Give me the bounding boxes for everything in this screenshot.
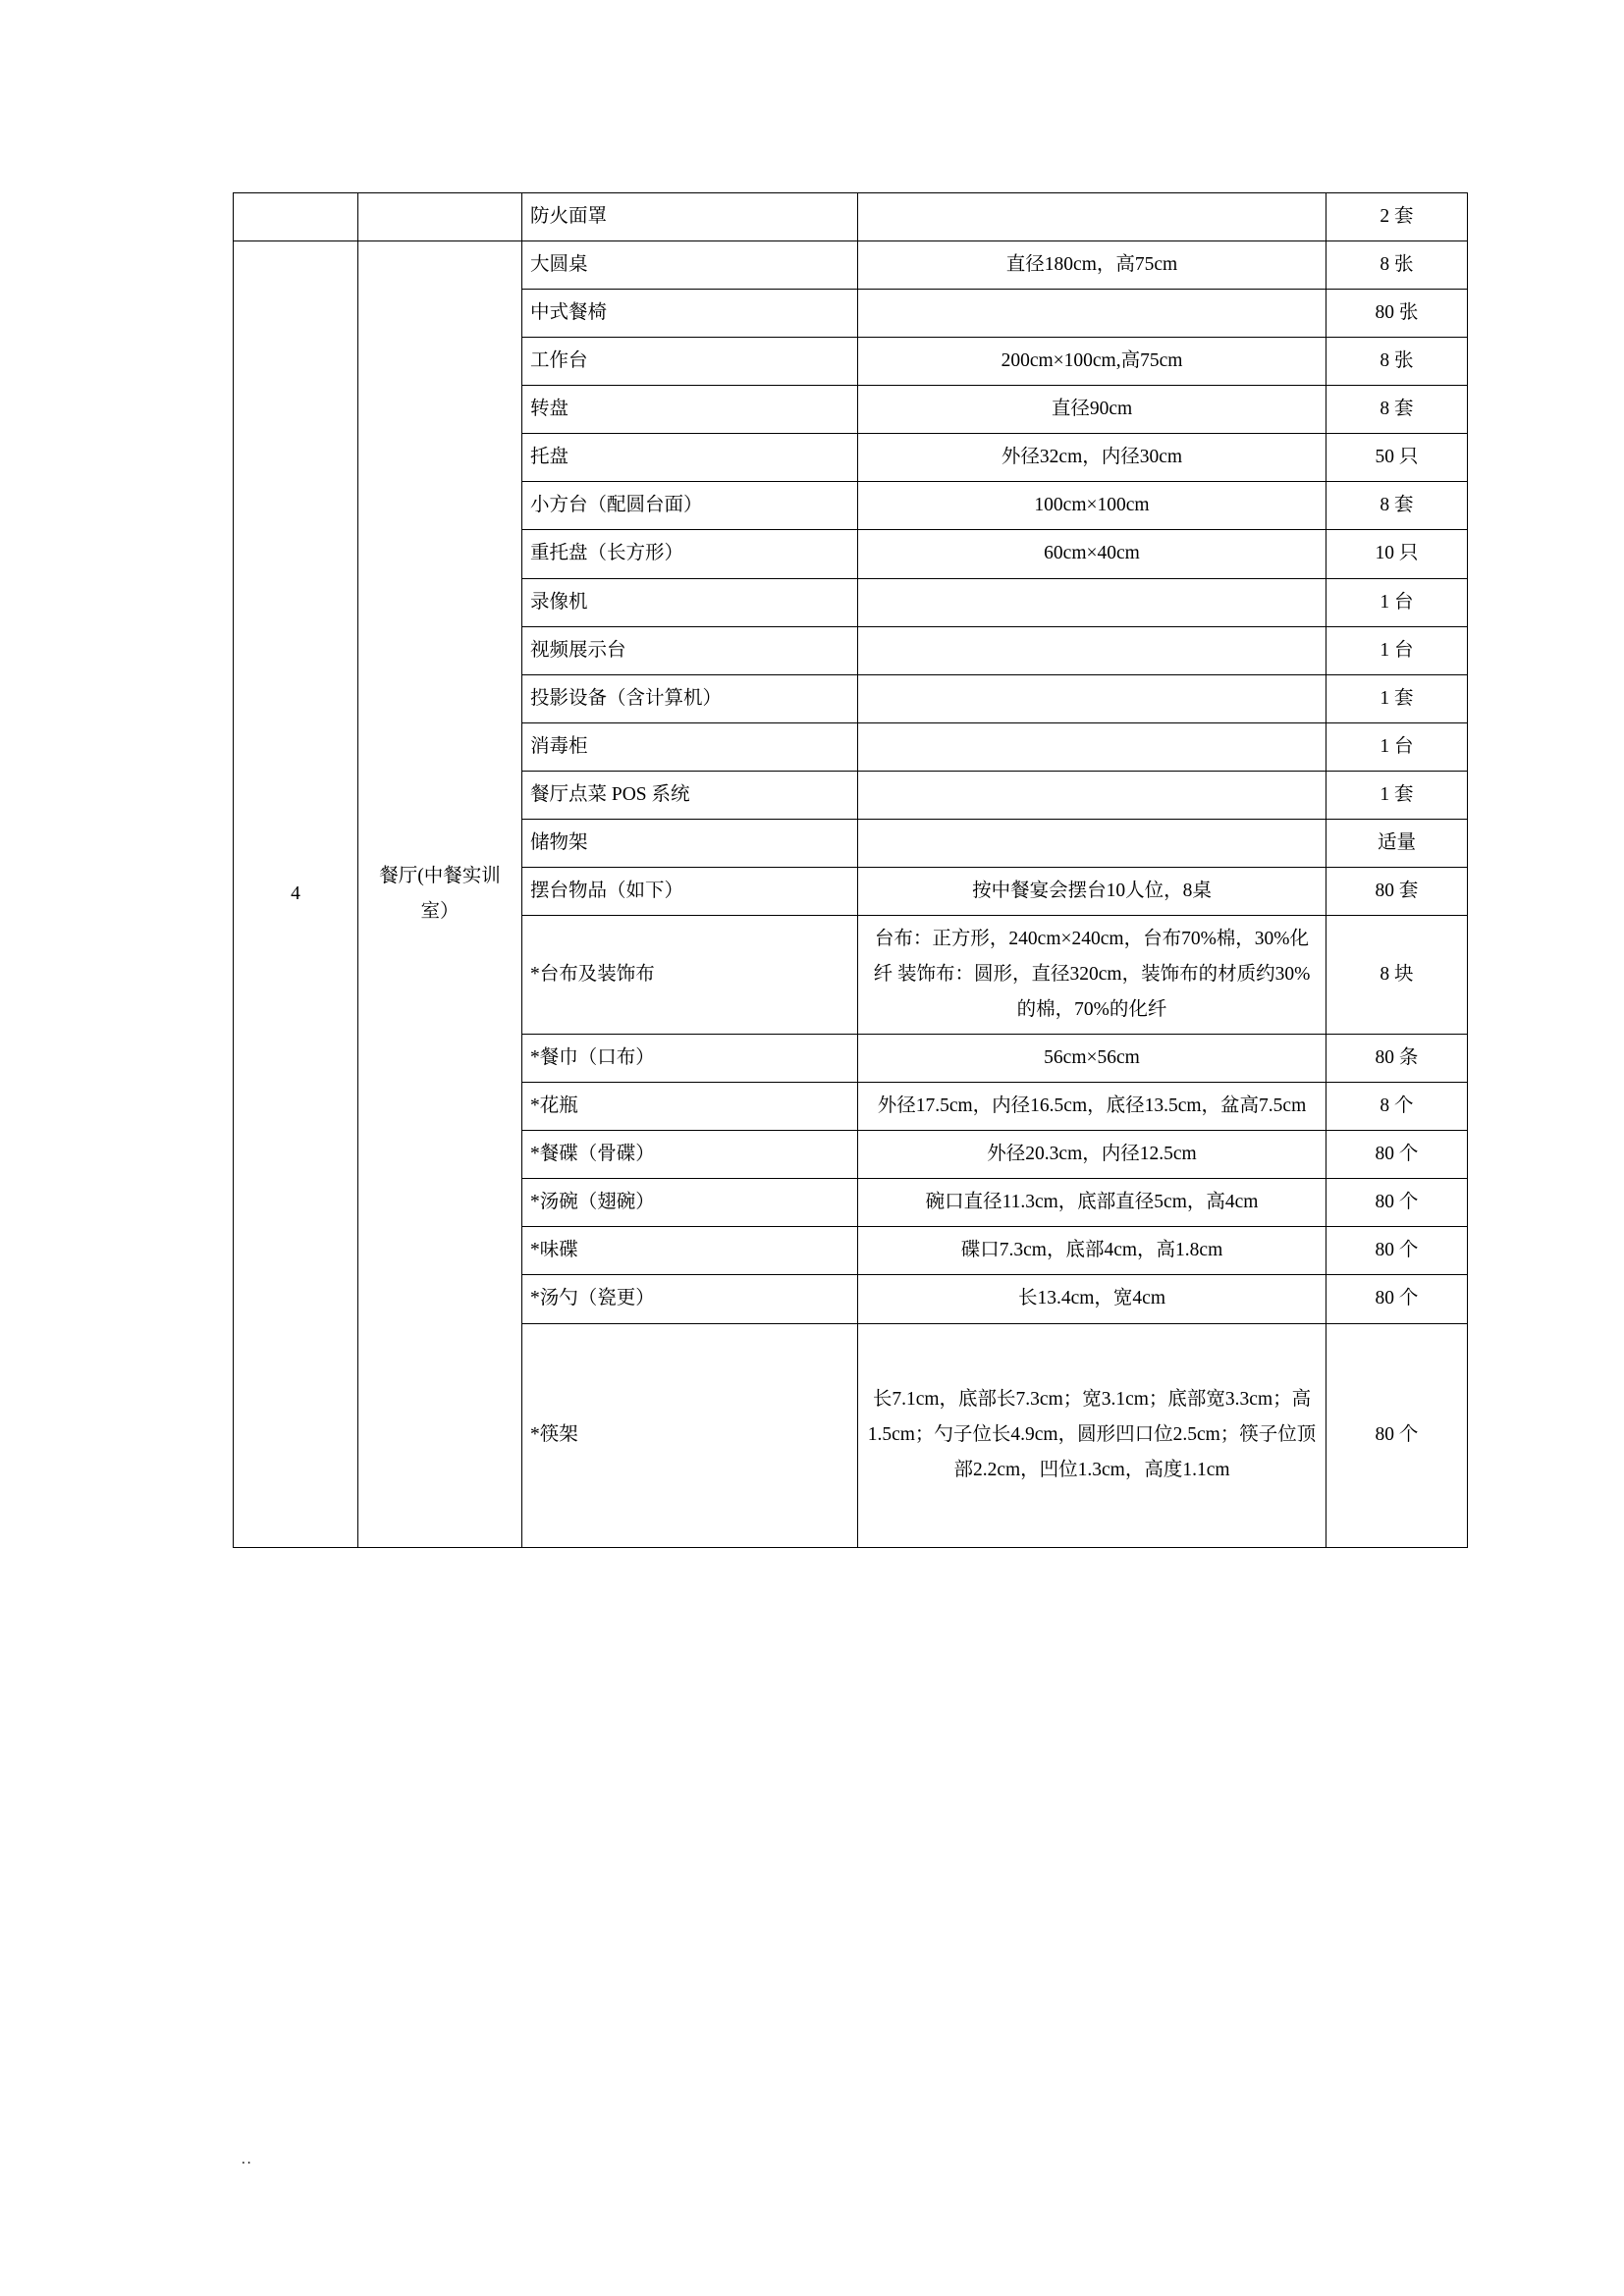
row-spec-cell: 56cm×56cm xyxy=(858,1035,1326,1083)
row-spec-cell xyxy=(858,674,1326,722)
row-qty-cell: 1 套 xyxy=(1326,771,1468,819)
row-item-cell: *餐巾（口布） xyxy=(522,1035,858,1083)
row-item-cell: *花瓶 xyxy=(522,1083,858,1131)
row-spec-cell xyxy=(858,626,1326,674)
row-spec-cell: 外径17.5cm，内径16.5cm，底径13.5cm，盆高7.5cm xyxy=(858,1083,1326,1131)
group-no-cell: 4 xyxy=(234,241,358,1547)
row-item-cell: 小方台（配圆台面） xyxy=(522,482,858,530)
row-spec-cell xyxy=(858,290,1326,338)
row-spec-cell: 直径90cm xyxy=(858,386,1326,434)
row-item-cell: *餐碟（骨碟） xyxy=(522,1131,858,1179)
row-qty-cell: 80 个 xyxy=(1326,1227,1468,1275)
row-item-cell: 转盘 xyxy=(522,386,858,434)
row-spec-cell xyxy=(858,578,1326,626)
row-qty-cell: 10 只 xyxy=(1326,530,1468,578)
row-qty-cell: 8 个 xyxy=(1326,1083,1468,1131)
row-item-cell: 中式餐椅 xyxy=(522,290,858,338)
row-qty-cell: 1 台 xyxy=(1326,578,1468,626)
row-qty-cell: 1 套 xyxy=(1326,674,1468,722)
table-row xyxy=(234,241,1468,290)
row-spec-cell: 100cm×100cm xyxy=(858,482,1326,530)
row-no-cell xyxy=(234,193,358,241)
row-item-cell: 储物架 xyxy=(522,819,858,867)
row-qty-cell: 80 张 xyxy=(1326,290,1468,338)
row-qty-cell: 2 套 xyxy=(1326,193,1468,241)
row-qty-cell: 80 个 xyxy=(1326,1323,1468,1547)
row-spec-cell: 碗口直径11.3cm，底部直径5cm，高4cm xyxy=(858,1179,1326,1227)
row-spec-cell xyxy=(858,722,1326,771)
row-item-cell: *汤勺（瓷更） xyxy=(522,1275,858,1323)
row-item-cell: 消毒柜 xyxy=(522,722,858,771)
row-spec-cell: 200cm×100cm,高75cm xyxy=(858,338,1326,386)
row-item-cell: 重托盘（长方形） xyxy=(522,530,858,578)
row-qty-cell: 80 个 xyxy=(1326,1275,1468,1323)
row-item-cell: 摆台物品（如下） xyxy=(522,867,858,915)
row-spec-cell: 台布：正方形，240cm×240cm，台布70%棉，30%化纤 装饰布：圆形，直径320cm，装饰布的材质约30%的棉，70%的化纤 xyxy=(858,915,1326,1034)
row-item-cell: 餐厅点菜 POS 系统 xyxy=(522,771,858,819)
table-body xyxy=(234,193,1468,1548)
row-room-cell xyxy=(358,193,522,241)
row-item-cell: 防火面罩 xyxy=(522,193,858,241)
group-room-cell: 餐厅(中餐实训室） xyxy=(358,241,522,1547)
row-spec-cell: 直径180cm，高75cm xyxy=(858,241,1326,290)
row-qty-cell: 8 套 xyxy=(1326,386,1468,434)
row-spec-cell: 长13.4cm，宽4cm xyxy=(858,1275,1326,1323)
row-spec-cell xyxy=(858,193,1326,241)
row-spec-cell: 长7.1cm，底部长7.3cm；宽3.1cm；底部宽3.3cm；高1.5cm；勺子位长4.9cm，圆形凹口位2.5cm；筷子位顶部2.2cm，凹位1.3cm，高度1.1cm xyxy=(858,1323,1326,1547)
row-spec-cell: 外径32cm，内径30cm xyxy=(858,434,1326,482)
row-qty-cell: 1 台 xyxy=(1326,626,1468,674)
row-qty-cell: 50 只 xyxy=(1326,434,1468,482)
row-spec-cell xyxy=(858,771,1326,819)
table-row xyxy=(234,193,1468,241)
row-qty-cell: 8 张 xyxy=(1326,338,1468,386)
row-item-cell: *台布及装饰布 xyxy=(522,915,858,1034)
row-item-cell: 大圆桌 xyxy=(522,241,858,290)
row-qty-cell: 适量 xyxy=(1326,819,1468,867)
row-spec-cell: 60cm×40cm xyxy=(858,530,1326,578)
row-spec-cell: 按中餐宴会摆台10人位，8桌 xyxy=(858,867,1326,915)
row-item-cell: 托盘 xyxy=(522,434,858,482)
row-spec-cell: 外径20.3cm，内径12.5cm xyxy=(858,1131,1326,1179)
row-item-cell: 视频展示台 xyxy=(522,626,858,674)
row-qty-cell: 80 个 xyxy=(1326,1179,1468,1227)
row-qty-cell: 8 块 xyxy=(1326,915,1468,1034)
footer-mark: .. xyxy=(242,2152,253,2167)
row-item-cell: *筷架 xyxy=(522,1323,858,1547)
equipment-table xyxy=(233,192,1468,1548)
row-qty-cell: 80 个 xyxy=(1326,1131,1468,1179)
row-spec-cell xyxy=(858,819,1326,867)
row-item-cell: 工作台 xyxy=(522,338,858,386)
row-qty-cell: 8 套 xyxy=(1326,482,1468,530)
row-qty-cell: 80 条 xyxy=(1326,1035,1468,1083)
row-qty-cell: 1 台 xyxy=(1326,722,1468,771)
row-qty-cell: 80 套 xyxy=(1326,867,1468,915)
row-item-cell: 录像机 xyxy=(522,578,858,626)
row-item-cell: *汤碗（翅碗） xyxy=(522,1179,858,1227)
row-qty-cell: 8 张 xyxy=(1326,241,1468,290)
row-item-cell: *味碟 xyxy=(522,1227,858,1275)
row-item-cell: 投影设备（含计算机） xyxy=(522,674,858,722)
row-spec-cell: 碟口7.3cm，底部4cm，高1.8cm xyxy=(858,1227,1326,1275)
